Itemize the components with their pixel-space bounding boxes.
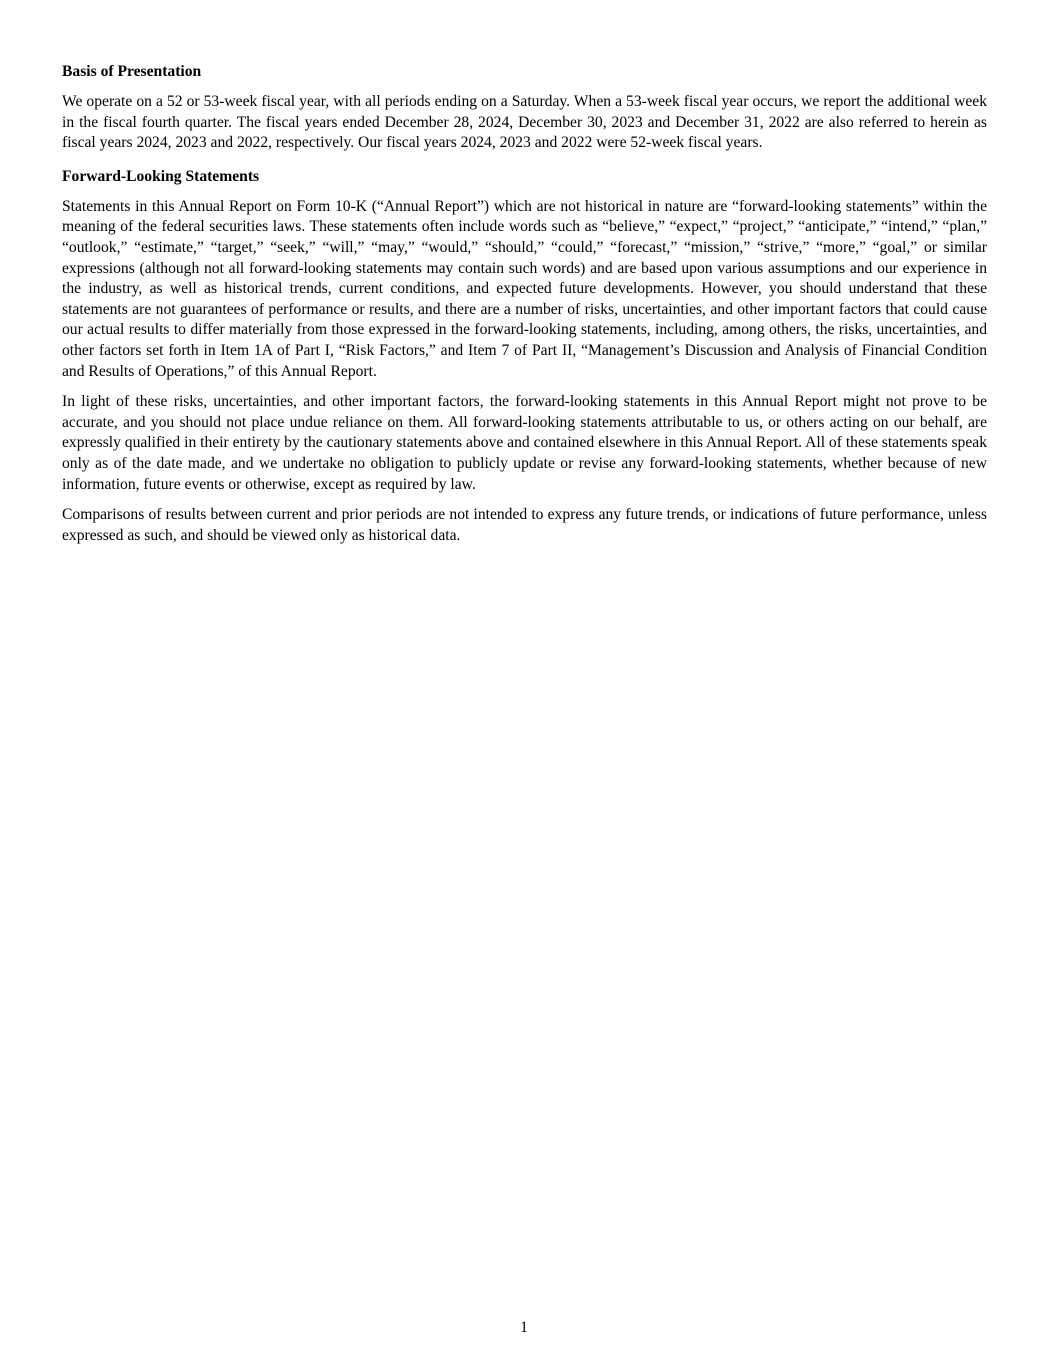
paragraph: Comparisons of results between current and prior periods are not intended to express any future trends, or indications of future performance, unless expressed as such, and should be viewed only as historical data. <box>62 506 987 544</box>
section-forward-looking-statements <box>62 166 987 547</box>
paragraph: Statements in this Annual Report on Form 10-K (“Annual Report”) which are not historical in nature are “forward-looking statements” within the meaning of the federal securities laws. These statements often include words such as “believe,” “expect,” “project,” “anticipate,” “intend,” “plan,” “outlook,” “estimate,” “target,” “seek,” “will,” “may,” “would,” “should,” “could,” “forecast,” “mission,” “strive,” “more,” “goal,” or similar expressions (although not all forward-looking statements may contain such words) and are based upon various assumptions and our experience in the industry, as well as historical trends, current conditions, and expected future developments. However, you should understand that these statements are not guarantees of performance or results, and there are a number of risks, uncertainties, and other important factors that could cause our actual results to differ materially from those expressed in the forward-looking statements, including, among others, the risks, uncertainties, and other factors set forth in Item 1A of Part I, “Risk Factors,” and Item 7 of Part II, “Management’s Discussion and Analysis of Financial Condition and Results of Operations,” of this Annual Report. <box>62 197 987 380</box>
document-page <box>62 61 987 558</box>
paragraph: In light of these risks, uncertainties, and other important factors, the forward-looking statements in this Annual Report might not prove to be accurate, and you should not place undue reliance on them. All forward-looking statements attributable to us, or others acting on our behalf, are expressly qualified in their entirety by the cautionary statements above and contained elsewhere in this Annual Report. All of these statements speak only as of the date made, and we undertake no obligation to publicly update or revise any forward-looking statements, whether because of new information, future events or otherwise, except as required by law. <box>62 393 987 493</box>
section-heading: Forward-Looking Statements <box>62 167 260 185</box>
section-basis-of-presentation <box>62 61 987 154</box>
section-heading: Basis of Presentation <box>62 63 202 80</box>
page-number: 1 <box>520 1319 528 1336</box>
paragraph: We operate on a 52 or 53-week fiscal year, with all periods ending on a Saturday. When a 53-week fiscal year occurs, we report the additional week in the fiscal fourth quarter. The fiscal years ended December 28, 2024, December 30, 2023 and December 31, 2022 are also referred to herein as fiscal years 2024, 2023 and 2022, respectively. Our fiscal years 2024, 2023 and 2022 were 52-week fiscal years. <box>62 93 987 152</box>
